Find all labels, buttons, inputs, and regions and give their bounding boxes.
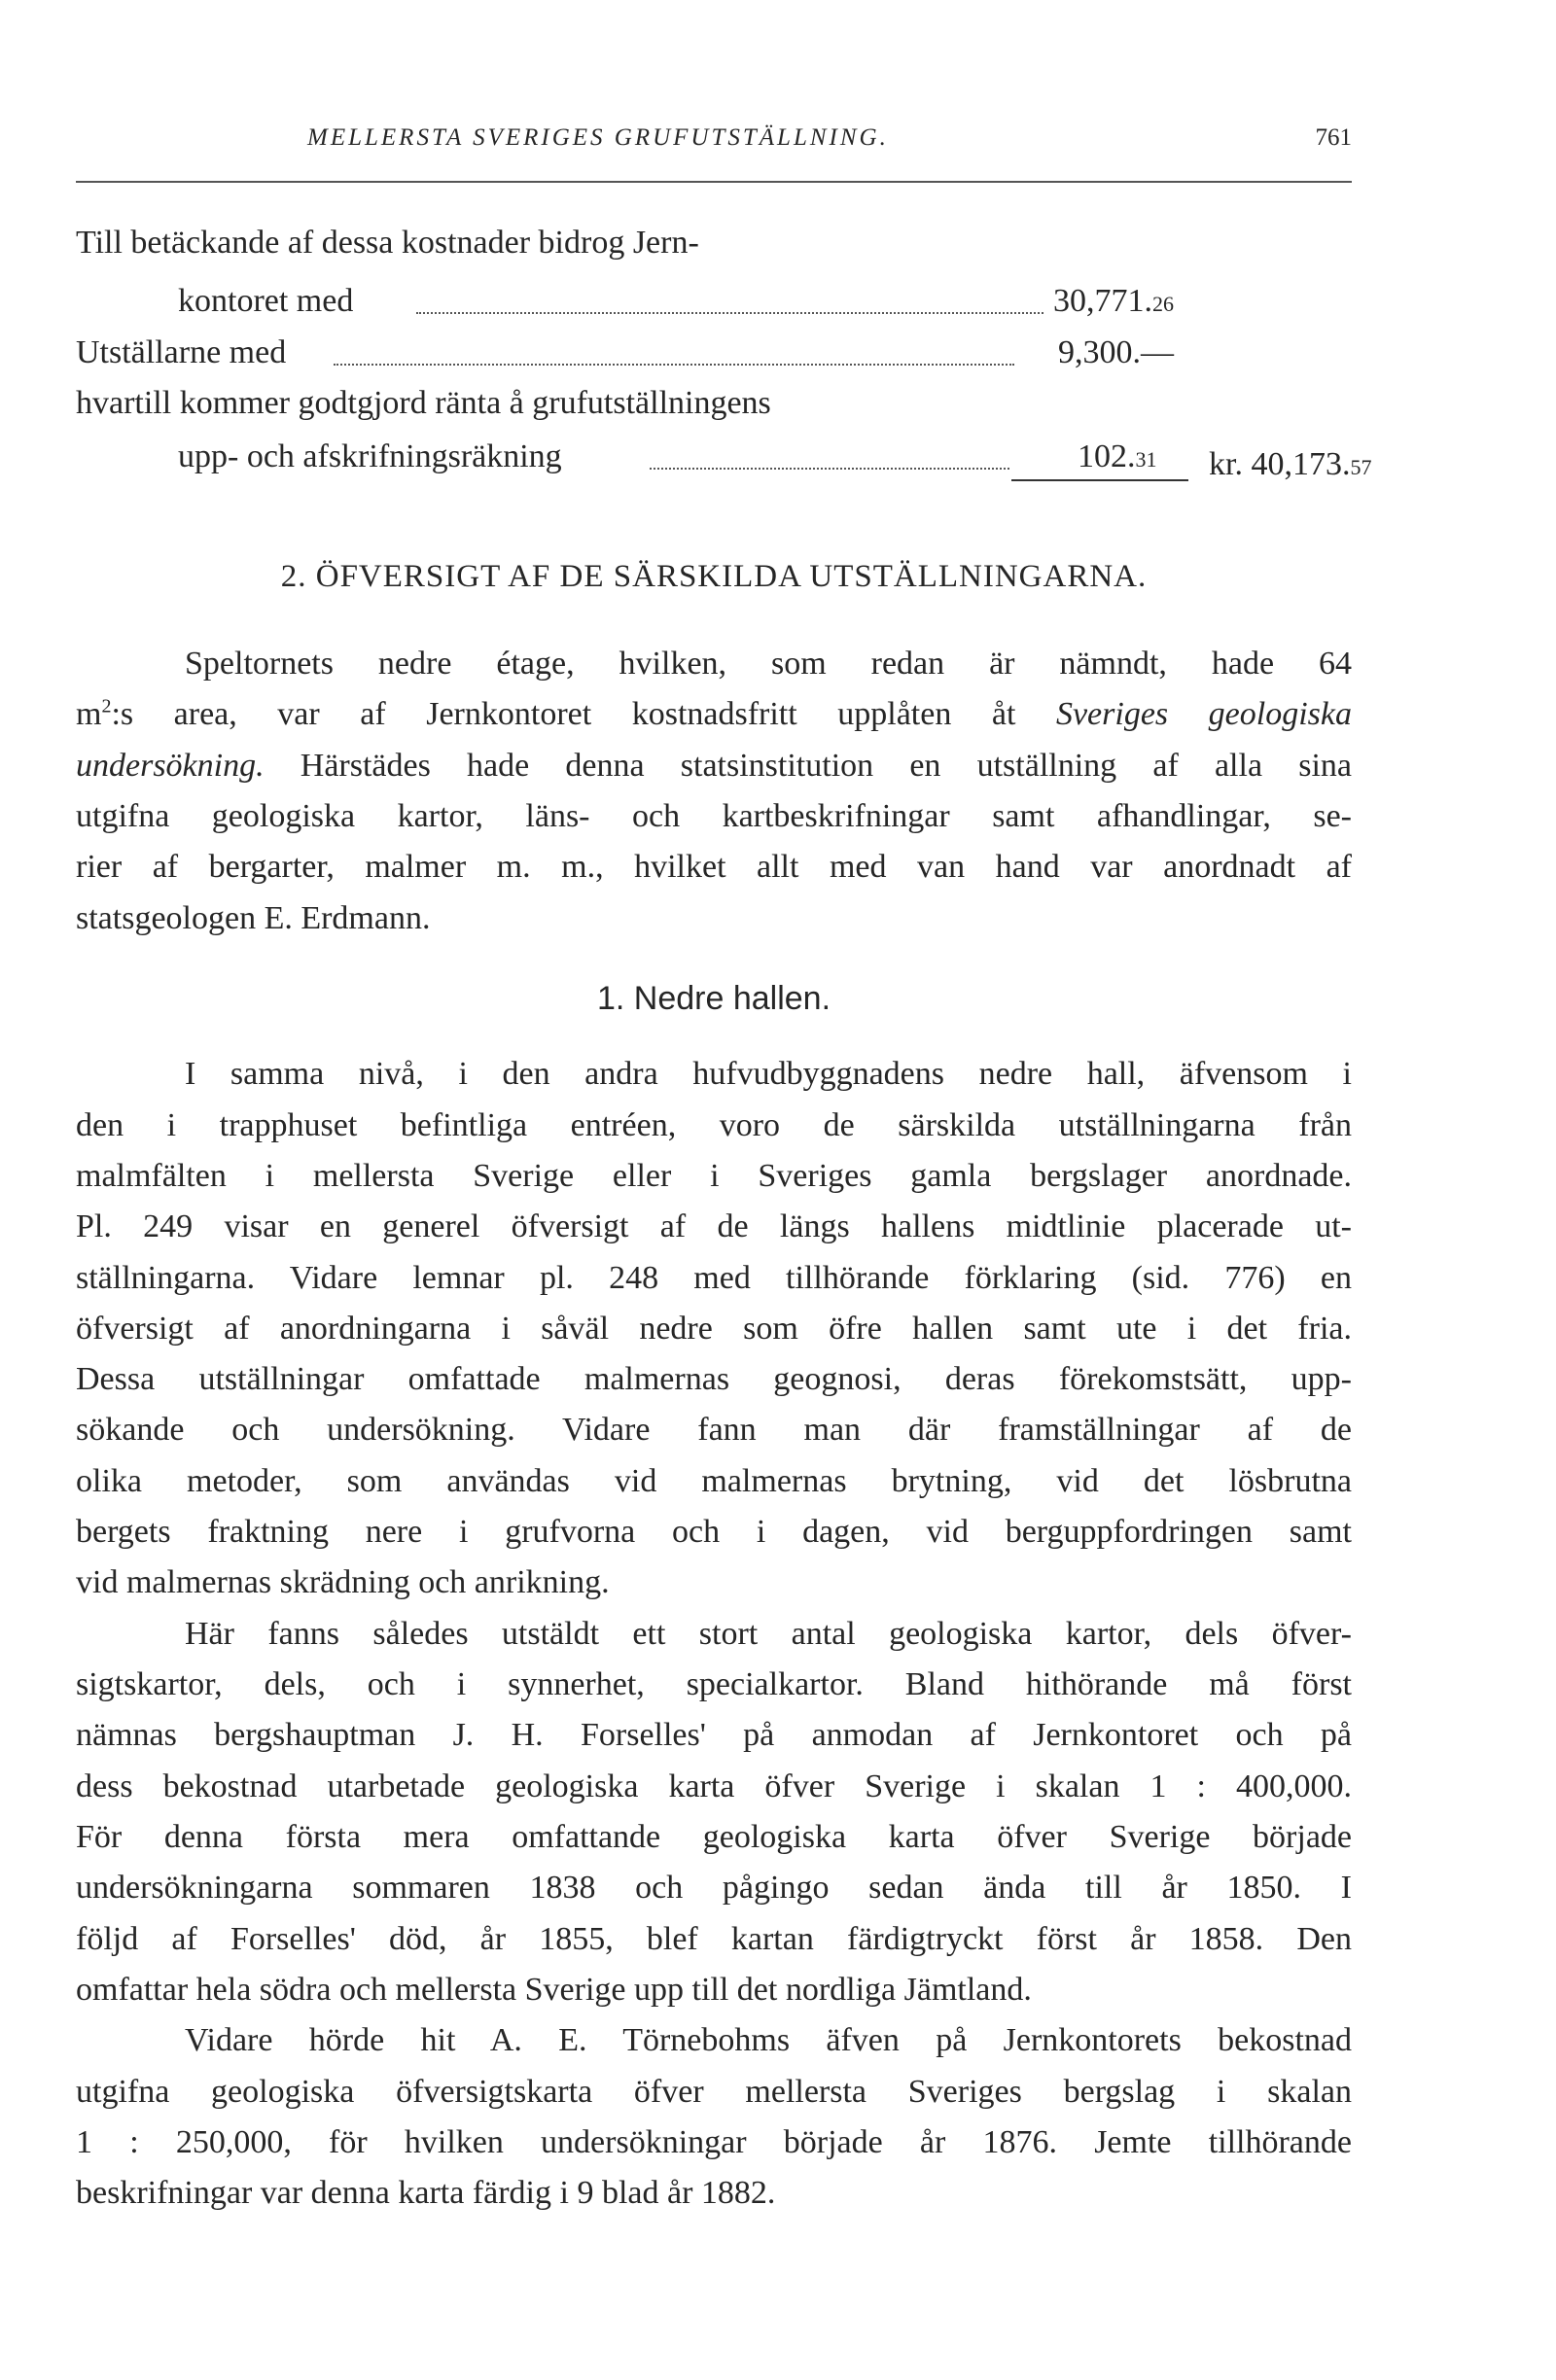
accounts-line-5 [76,433,1372,482]
para3-line: följd af Forselles' död, år 1855, blef kartan färdigtryckt först år 1858. Den [76,1921,1352,1957]
subsection-heading: 1. Nedre hallen. [596,980,831,1017]
para2-line: malmfälten i mellersta Sverige eller i Sveriges gamla bergslager anordnade. [76,1158,1352,1194]
para2-line: öfversigt af anordningarna i såväl nedre som öfre hallen samt ute i det fria. [76,1311,1352,1347]
italic-text: undersökning. [76,748,265,784]
italic-text: Sveriges geologiska [1055,696,1352,732]
text: Härstädes hade denna statsinstitution en utställning af alla sina [264,748,1352,784]
accounts-label-jernkontoret: kontoret med [178,283,354,319]
text: :s area, var af Jernkontoret kostnadsfritt upplåten åt [111,696,1056,732]
section-heading: 2. ÖFVERSIGT AF DE SÄRSKILDA UTSTÄLLNINGARNA. [280,559,1148,594]
amount-afskrifning [1078,433,1157,484]
total-amount [1209,440,1371,492]
para3-line: undersökningarna sommaren 1838 och pågingo sedan ända till år 1850. I [76,1870,1352,1906]
para2-line: ställningarna. Vidare lemnar pl. 248 med tillhörande förklaring (sid. 776) en [76,1260,1352,1296]
para4-line: utgifna geologiska öfversigtskarta öfver mellersta Sveriges bergslag i skalan [76,2074,1352,2110]
page-number: 761 [1315,124,1352,151]
total-int: 40,173. [1251,446,1351,482]
para2-line: Dessa utställningar omfattade malmernas geognosi, deras förekomstsätt, upp- [76,1361,1352,1397]
para1-line-4: utgifna geologiska kartor, läns- och kartbeskrifningar samt afhandlingar, se- [76,798,1352,834]
amount-int: 102. [1078,438,1136,474]
para1-line-5: rier af bergarter, malmer m. m., hvilket allt med van hand var anordnadt af [76,849,1352,885]
header-rule [76,181,1352,183]
accounts-label-afskrifning: upp- och afskrifningsräkning [178,438,562,474]
para3-line: nämnas bergshauptman J. H. Forselles' på anmodan af Jernkontoret och på [76,1717,1352,1753]
leader-dots [416,312,1043,314]
accounts-line-3 [76,329,1352,377]
accounts-label-utstallarne: Utställarne med [76,334,287,370]
para2-line: sökande och undersökning. Vidare fann man där framställningar af de [76,1412,1352,1448]
sum-rule [1011,479,1188,481]
para2-line: olika metoder, som användas vid malmernas brytning, vid det lösbrutna [76,1463,1352,1499]
para1-line-6: statsgeologen E. Erdmann. [76,900,431,936]
para2-line: den i trapphuset befintliga entréen, voro de särskilda utställningarna från [76,1107,1352,1143]
para2-line: vid malmernas skrädning och anrikning. [76,1564,610,1600]
para4-line: Vidare hörde hit A. E. Törnebohms äfven på Jernkontorets bekostnad [185,2022,1352,2058]
para3-line: Här fanns således utstäldt ett stort antal geologiska kartor, dels öfver- [185,1616,1352,1652]
page-header [76,124,1352,171]
para1-line-3 [76,742,1352,790]
accounts-line-1: Till betäckande af dessa kostnader bidrog Jern- [76,225,699,261]
para2-line: Pl. 249 visar en generel öfversigt af de längs hallens midtlinie placerade ut- [76,1208,1352,1244]
accounts-line-4: hvartill kommer godtgjord ränta å grufutställningens [76,385,771,421]
leader-dots [650,468,1009,470]
para4-line: 1 : 250,000, för hvilken undersökningar började år 1876. Jemte tillhörande [76,2124,1352,2160]
para3-line: dess bekostnad utarbetade geologiska karta öfver Sverige i skalan 1 : 400,000. [76,1768,1352,1804]
amount-utstallarne: 9,300.— [1058,334,1174,370]
amount-dec: 31 [1135,447,1157,472]
para3-line: För denna första mera omfattande geologiska karta öfver Sverige började [76,1819,1352,1855]
para1-line-2 [76,690,1352,739]
para2-line: bergets fraktning nere i grufvorna och i dagen, vid berguppfordringen samt [76,1514,1352,1550]
para3-line: sigtskartor, dels, och i synnerhet, specialkartor. Bland hithörande må först [76,1666,1352,1702]
total-dec: 57 [1350,455,1372,479]
text: m [76,696,102,732]
para3-line: omfattar hela södra och mellersta Sverige upp till det nordliga Jämtland. [76,1972,1032,2008]
leader-dots [334,364,1014,366]
amount-int: 30,771. [1053,283,1152,319]
para4-line: beskrifningar var denna karta färdig i 9 blad år 1882. [76,2175,776,2211]
para1-line-1: Speltornets nedre étage, hvilken, som redan är nämndt, hade 64 [185,646,1352,682]
accounts-line-2 [76,277,1352,326]
total-prefix: kr. [1209,446,1243,482]
superscript: 2 [101,695,112,718]
para2-line: I samma nivå, i den andra hufvudbyggnadens nedre hall, äfvensom i [185,1056,1352,1092]
amount-dec: 26 [1152,292,1174,316]
amount-jernkontoret [1053,277,1174,329]
running-head: MELLERSTA SVERIGES GRUFUTSTÄLLNING. [307,124,889,151]
